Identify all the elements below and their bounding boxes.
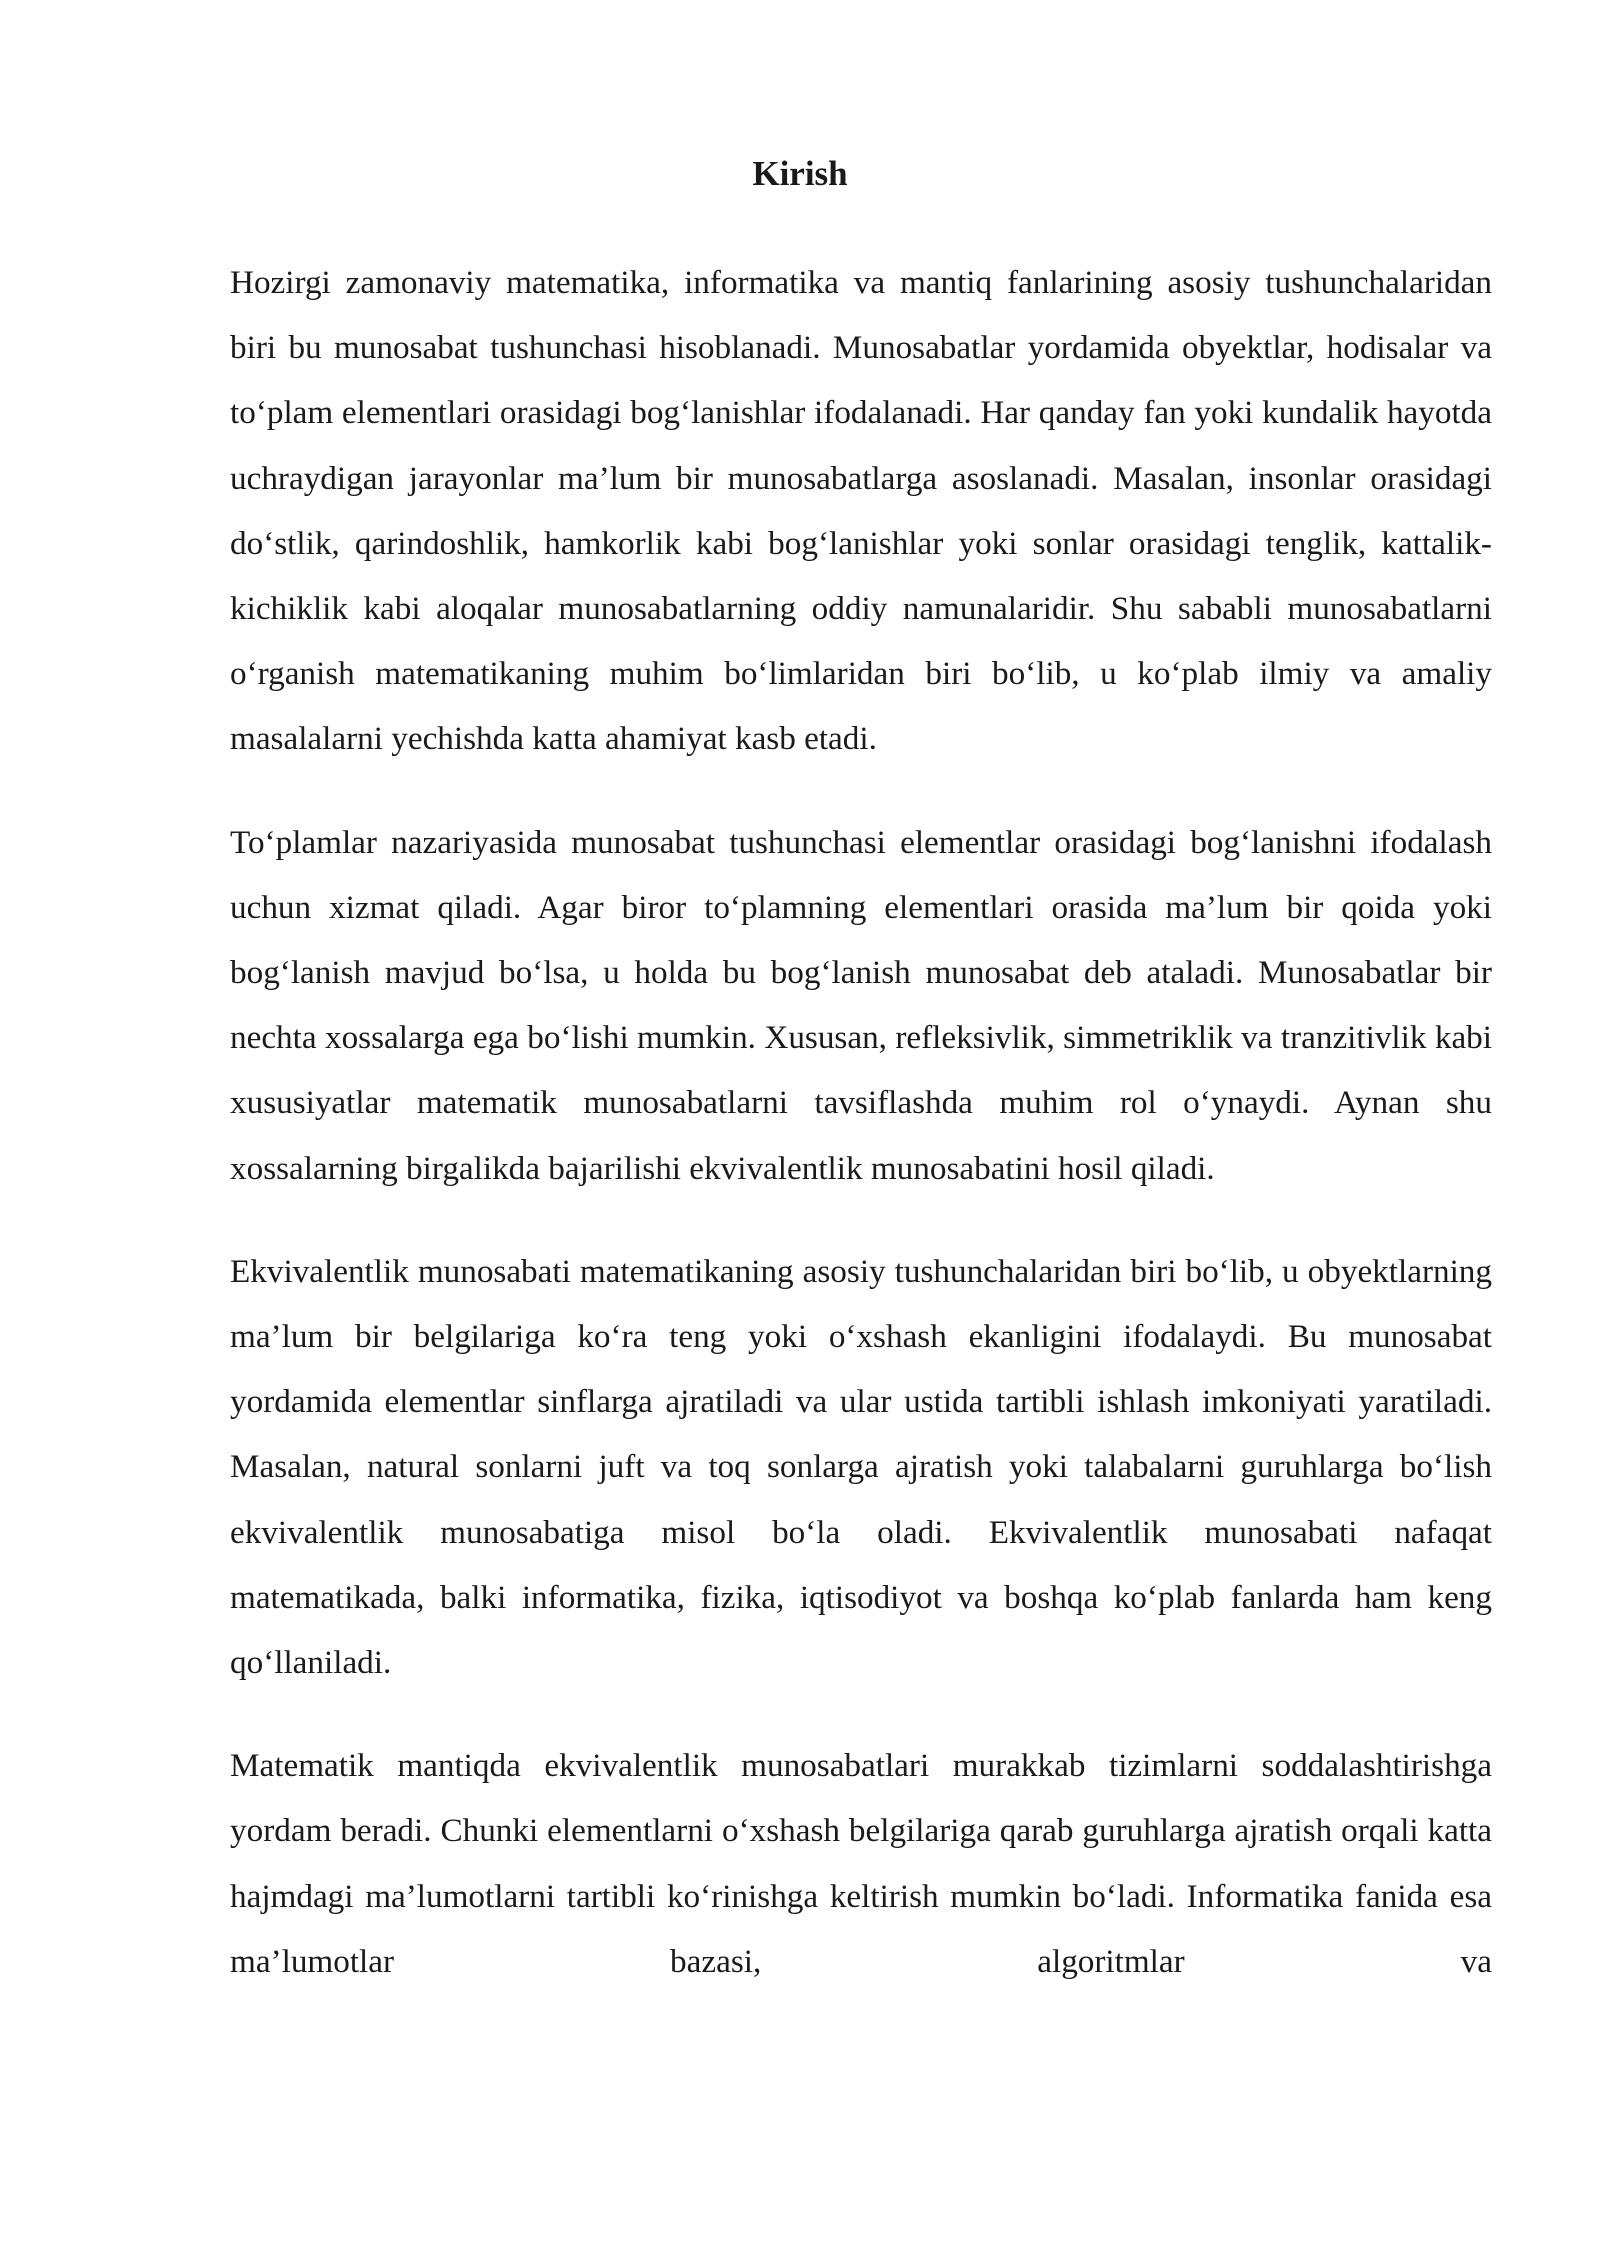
paragraph-1: Hozirgi zamonaviy matematika, informatika va mantiq fanlarining asosiy tushunchalaridan biri bu munosabat tushunchasi hisoblanadi. Munosabatlar yordamida obyektlar, hodisalar va to‘plam elementlari orasidagi bog‘lanishlar ifodalanadi. Har qanday fan yoki kundalik hayotda uchraydigan jarayonlar ma’lum bir munosabatlarga asoslanadi. Masalan, insonlar orasidagi do‘stlik, qarindoshlik, hamkorlik kabi bog‘lanishlar yoki sonlar orasidagi tenglik, kattalik-kichiklik kabi aloqalar munosabatlarning oddiy namunalaridir. Shu sababli munosabatlarni o‘rganish matematikaning muhim bo‘limlaridan biri bo‘lib, u ko‘plab ilmiy va amaliy masalalarni yechishda katta ahamiyat kasb etadi. — [230, 264, 1492, 758]
paragraph-4: Matematik mantiqda ekvivalentlik munosabatlari murakkab tizimlarni soddalashtirishga yordam beradi. Chunki elementlarni o‘xshash belgilariga qarab guruhlarga ajratish orqali katta hajmdagi ma’lumotlarni tartibli ko‘rinishga keltirish mumkin bo‘ladi. Informatika fanida esa ma’lumotlar bazasi, algoritmlar va — [230, 1747, 1492, 1980]
paragraph-2: To‘plamlar nazariyasida munosabat tushunchasi elementlar orasidagi bog‘lanishni ifodalash uchun xizmat qiladi. Agar biror to‘plamning elementlari orasida ma’lum bir qoida yoki bog‘lanish mavjud bo‘lsa, u holda bu bog‘lanish munosabat deb ataladi. Munosabatlar bir nechta xossalarga ega bo‘lishi mumkin. Xususan, refleksivlik, simmetriklik va tranzitivlik kabi xususiyatlar matematik munosabatlarni tavsiflashda muhim rol o‘ynaydi. Aynan shu xossalarning birgalikda bajarilishi ekvivalentlik munosabatini hosil qiladi. — [230, 823, 1492, 1187]
paragraph-3: Ekvivalentlik munosabati matematikaning asosiy tushunchalaridan biri bo‘lib, u obyektlarning ma’lum bir belgilariga ko‘ra teng yoki o‘xshash ekanligini ifodalaydi. Bu munosabat yordamida elementlar sinflarga ajratiladi va ular ustida tartibli ishlash imkoniyati yaratiladi. Masalan, natural sonlarni juft va toq sonlarga ajratish yoki talabalarni guruhlarga bo‘lish ekvivalentlik munosabatiga misol bo‘la oladi. Ekvivalentlik munosabati nafaqat matematikada, balki informatika, fizika, iqtisodiyot va boshqa ko‘plab fanlarda ham keng qo‘llaniladi. — [230, 1252, 1492, 1682]
page-title: Kirish — [752, 154, 848, 193]
document-body — [230, 250, 1492, 1994]
